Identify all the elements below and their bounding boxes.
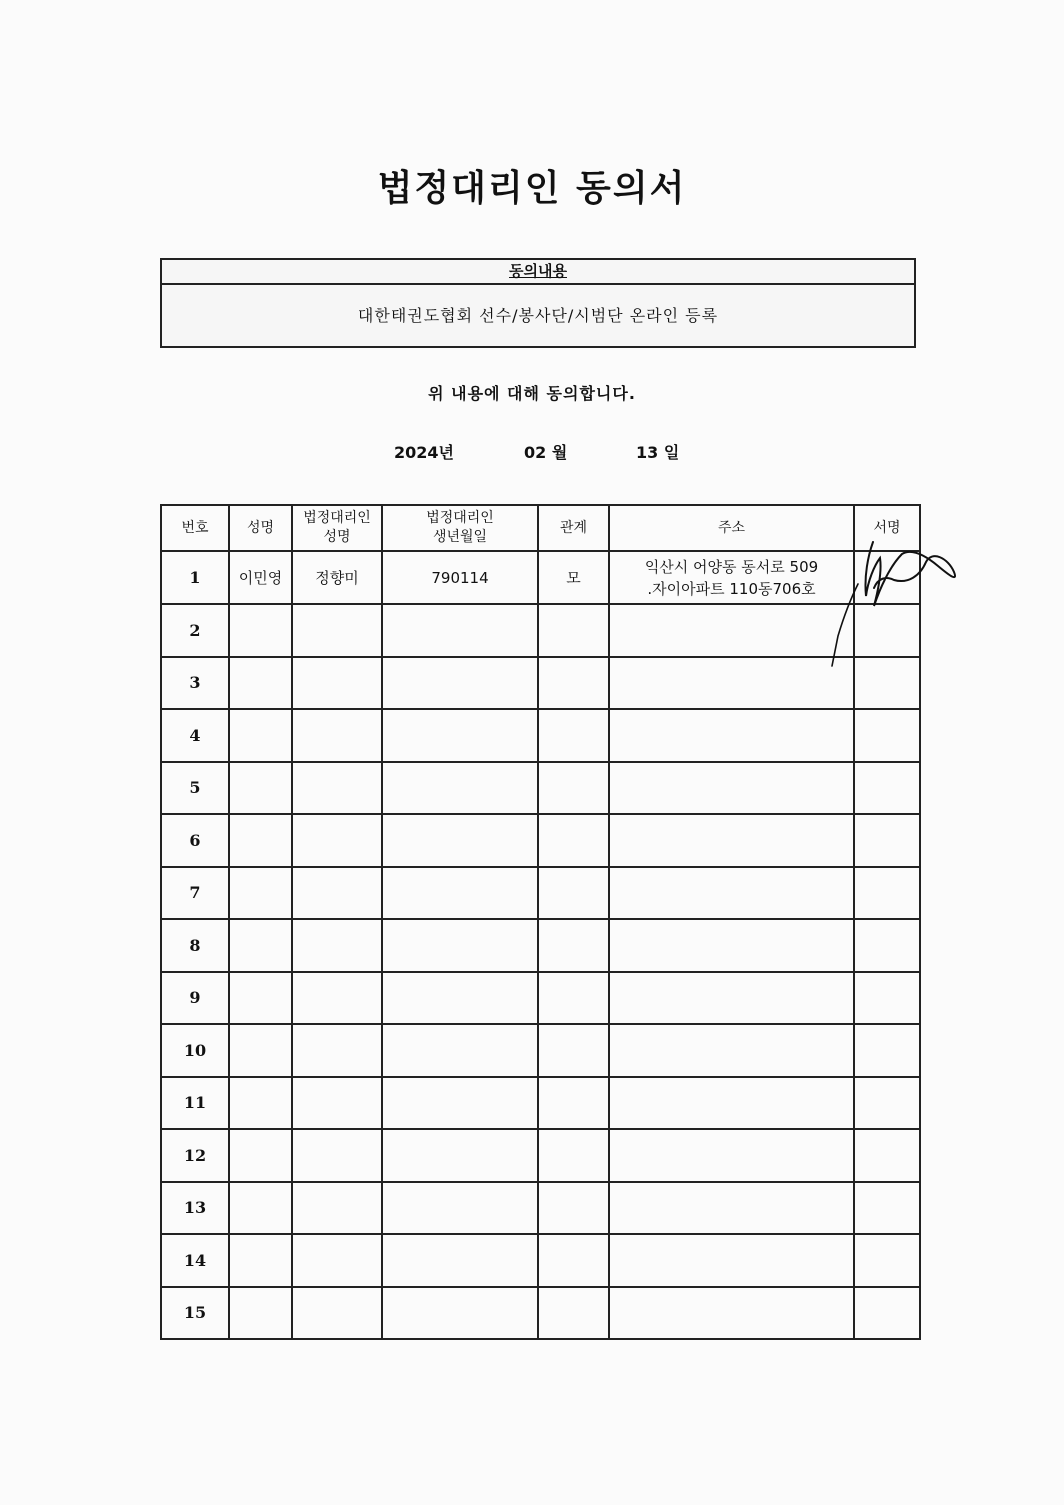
- cell-guardian-birth: [382, 657, 538, 710]
- cell-signature: [854, 762, 920, 815]
- table-row: [161, 919, 920, 972]
- header-address: 주소: [609, 505, 854, 551]
- cell-signature: [854, 1077, 920, 1130]
- cell-address: [609, 972, 854, 1025]
- table-body: [161, 551, 920, 1339]
- cell-relation: [538, 1182, 609, 1235]
- cell-name: [229, 657, 292, 710]
- date-day: 13 일: [636, 443, 680, 462]
- cell-name: [229, 709, 292, 762]
- cell-address: [609, 1182, 854, 1235]
- header-guardian-line2: 성명: [323, 529, 351, 545]
- cell-name: [229, 1077, 292, 1130]
- cell-no: 6: [161, 814, 229, 867]
- cell-guardian-birth: [382, 919, 538, 972]
- cell-no: 10: [161, 1024, 229, 1077]
- address-line2: .자이아파트 110동706호: [647, 579, 816, 598]
- cell-relation: [538, 1287, 609, 1340]
- cell-relation: [538, 1024, 609, 1077]
- cell-guardian-name: [292, 657, 382, 710]
- cell-guardian-name: [292, 762, 382, 815]
- cell-guardian-name: [292, 604, 382, 657]
- cell-guardian-birth: [382, 1077, 538, 1130]
- cell-signature: [854, 814, 920, 867]
- cell-guardian-name: [292, 709, 382, 762]
- cell-address: [609, 1024, 854, 1077]
- cell-relation: [538, 709, 609, 762]
- cell-guardian-name: [292, 814, 382, 867]
- table-row: [161, 867, 920, 920]
- guardian-roster-table: [160, 504, 921, 1340]
- cell-no: 13: [161, 1182, 229, 1235]
- cell-no: 14: [161, 1234, 229, 1287]
- header-guardian-name: [292, 505, 382, 551]
- cell-no: 11: [161, 1077, 229, 1130]
- cell-guardian-name: [292, 1129, 382, 1182]
- cell-guardian-name: 정향미: [292, 551, 382, 604]
- cell-relation: [538, 1129, 609, 1182]
- cell-relation: [538, 814, 609, 867]
- address-line1: 익산시 어양동 동서로 509: [644, 557, 819, 576]
- cell-guardian-birth: [382, 1182, 538, 1235]
- cell-address: [609, 1287, 854, 1340]
- table-row: [161, 972, 920, 1025]
- cell-guardian-birth: [382, 814, 538, 867]
- cell-signature: [854, 1234, 920, 1287]
- table-row: [161, 657, 920, 710]
- cell-relation: [538, 972, 609, 1025]
- cell-address: [609, 604, 854, 657]
- cell-no: 5: [161, 762, 229, 815]
- cell-guardian-name: [292, 972, 382, 1025]
- agreement-statement: 위 내용에 대해 동의합니다.: [428, 384, 636, 403]
- table-row: [161, 604, 920, 657]
- header-guardian-line1: 법정대리인: [303, 510, 371, 526]
- header-birth-line2: 생년월일: [432, 529, 488, 545]
- cell-guardian-birth: [382, 867, 538, 920]
- cell-address: [609, 919, 854, 972]
- cell-guardian-birth: [382, 1024, 538, 1077]
- cell-name: [229, 1234, 292, 1287]
- cell-guardian-name: [292, 1077, 382, 1130]
- cell-no: 15: [161, 1287, 229, 1340]
- cell-signature: [854, 867, 920, 920]
- consent-content-box: [160, 258, 916, 348]
- consent-content: 대한태권도협회 선수/봉사단/시범단 온라인 등록: [357, 306, 719, 325]
- cell-relation: 모: [538, 551, 609, 604]
- cell-relation: [538, 867, 609, 920]
- header-birth-line1: 법정대리인: [426, 510, 494, 526]
- cell-guardian-name: [292, 919, 382, 972]
- cell-no: 4: [161, 709, 229, 762]
- cell-address: [609, 814, 854, 867]
- cell-signature: [854, 1024, 920, 1077]
- cell-address: [609, 1077, 854, 1130]
- consent-heading: [162, 260, 914, 285]
- cell-relation: [538, 604, 609, 657]
- cell-signature: [854, 1287, 920, 1340]
- cell-relation: [538, 919, 609, 972]
- cell-relation: [538, 657, 609, 710]
- table-row: [161, 1129, 920, 1182]
- cell-name: [229, 1287, 292, 1340]
- cell-guardian-birth: [382, 1234, 538, 1287]
- handwritten-signature: [828, 536, 963, 671]
- header-signature: 서명: [854, 505, 920, 551]
- cell-guardian-name: [292, 1182, 382, 1235]
- consent-heading-label: 동의내용: [509, 262, 567, 280]
- cell-guardian-name: [292, 1234, 382, 1287]
- cell-signature: [854, 1129, 920, 1182]
- document-title: 법정대리인 동의서: [377, 168, 687, 209]
- cell-address: [609, 1234, 854, 1287]
- cell-guardian-birth: [382, 762, 538, 815]
- cell-name: [229, 1182, 292, 1235]
- cell-guardian-birth: 790114: [382, 551, 538, 604]
- cell-no: 7: [161, 867, 229, 920]
- cell-no: 3: [161, 657, 229, 710]
- cell-address: [609, 867, 854, 920]
- cell-guardian-birth: [382, 1287, 538, 1340]
- cell-guardian-birth: [382, 1129, 538, 1182]
- cell-name: [229, 1024, 292, 1077]
- cell-signature: [854, 972, 920, 1025]
- table-row: [161, 762, 920, 815]
- cell-relation: [538, 1077, 609, 1130]
- cell-relation: [538, 1234, 609, 1287]
- cell-guardian-name: [292, 867, 382, 920]
- header-relation: 관계: [538, 505, 609, 551]
- cell-guardian-name: [292, 1024, 382, 1077]
- table-row: [161, 1024, 920, 1077]
- cell-guardian-name: [292, 1287, 382, 1340]
- cell-address: [609, 551, 854, 604]
- table-row: [161, 709, 920, 762]
- cell-name: 이민영: [229, 551, 292, 604]
- cell-signature: [854, 919, 920, 972]
- table-row: [161, 814, 920, 867]
- table-row: [161, 1077, 920, 1130]
- cell-address: [609, 657, 854, 710]
- cell-address: [609, 1129, 854, 1182]
- table-header-row: [161, 505, 920, 551]
- cell-name: [229, 762, 292, 815]
- header-name: 성명: [229, 505, 292, 551]
- cell-name: [229, 604, 292, 657]
- table-row: [161, 1234, 920, 1287]
- cell-signature: [854, 1182, 920, 1235]
- cell-no: 12: [161, 1129, 229, 1182]
- cell-no: 2: [161, 604, 229, 657]
- cell-guardian-birth: [382, 709, 538, 762]
- cell-no: 8: [161, 919, 229, 972]
- cell-name: [229, 972, 292, 1025]
- cell-address: [609, 762, 854, 815]
- cell-relation: [538, 762, 609, 815]
- cell-signature: [854, 709, 920, 762]
- cell-address: [609, 709, 854, 762]
- date-month: 02 월: [524, 443, 568, 462]
- header-no: 번호: [161, 505, 229, 551]
- table-row: [161, 1182, 920, 1235]
- cell-name: [229, 919, 292, 972]
- cell-name: [229, 1129, 292, 1182]
- cell-guardian-birth: [382, 972, 538, 1025]
- cell-guardian-birth: [382, 604, 538, 657]
- cell-no: 9: [161, 972, 229, 1025]
- date-year: 2024년: [394, 443, 454, 462]
- cell-name: [229, 867, 292, 920]
- table-row: [161, 1287, 920, 1340]
- cell-no: 1: [161, 551, 229, 604]
- header-guardian-birth: [382, 505, 538, 551]
- cell-name: [229, 814, 292, 867]
- table-row: [161, 551, 920, 604]
